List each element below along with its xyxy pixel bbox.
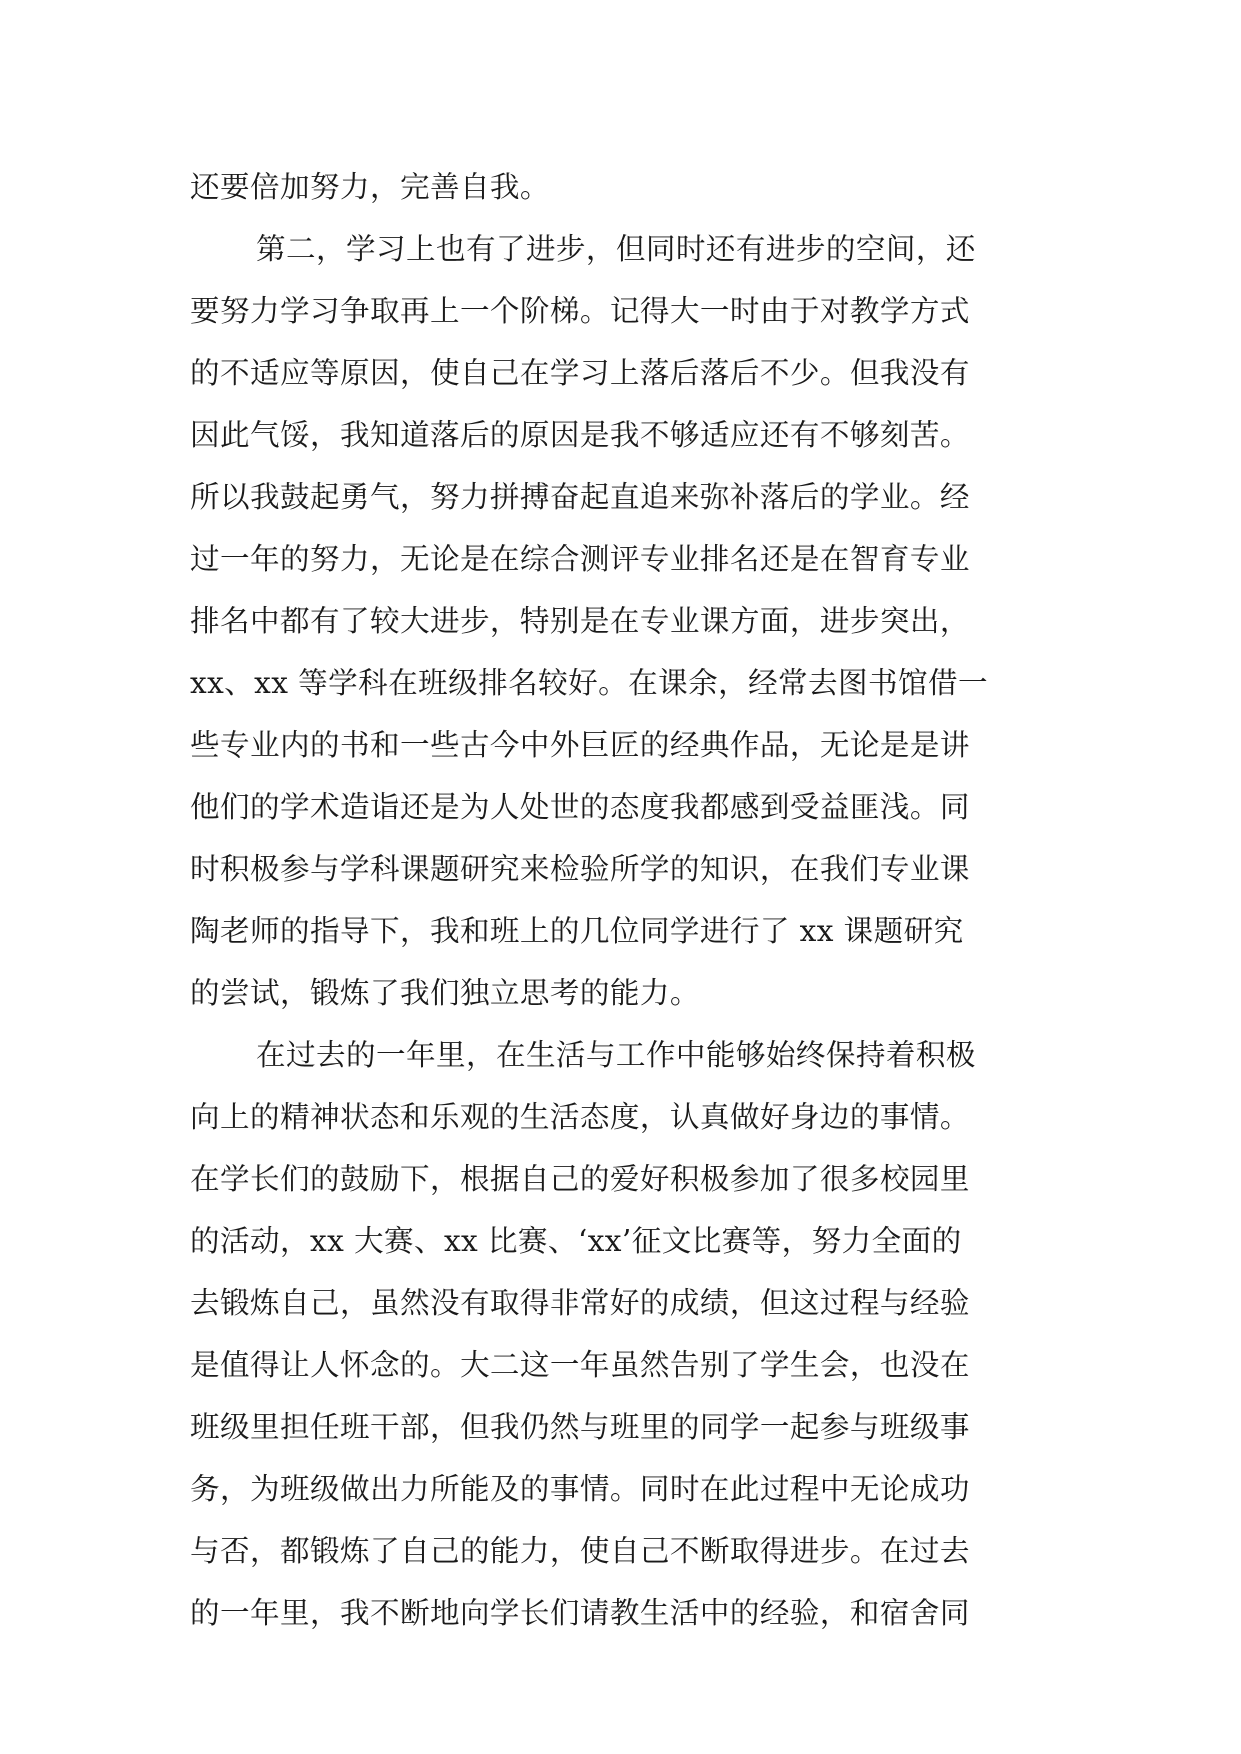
text-line: 是值得让人怀念的。大二这一年虽然告别了学生会，也没在	[190, 1348, 970, 1382]
text-line-paragraph-start: 第二，学习上也有了进步，但同时还有进步的空间，还	[256, 232, 976, 266]
text-line: xx、xx 等学科在班级排名较好。在课余，经常去图书馆借一	[190, 666, 989, 700]
text-line: 因此气馁，我知道落后的原因是我不够适应还有不够刻苦。	[190, 418, 970, 452]
text-line: 向上的精神状态和乐观的生活态度，认真做好身边的事情。	[190, 1100, 970, 1134]
text-line: 在学长们的鼓励下，根据自己的爱好积极参加了很多校园里	[190, 1162, 970, 1196]
text-line: 些专业内的书和一些古今中外巨匠的经典作品，无论是是讲	[190, 728, 970, 762]
text-line: 与否，都锻炼了自己的能力，使自己不断取得进步。在过去	[190, 1534, 970, 1568]
text-line: 所以我鼓起勇气，努力拼搏奋起直追来弥补落后的学业。经	[190, 480, 970, 514]
text-line: 的不适应等原因，使自己在学习上落后落后不少。但我没有	[190, 356, 970, 390]
text-line: 要努力学习争取再上一个阶梯。记得大一时由于对教学方式	[190, 294, 970, 328]
text-line: 的尝试，锻炼了我们独立思考的能力。	[190, 976, 700, 1010]
document-body	[190, 156, 1070, 1644]
text-line: 时积极参与学科课题研究来检验所学的知识，在我们专业课	[190, 852, 970, 886]
text-line: 他们的学术造诣还是为人处世的态度我都感到受益匪浅。同	[190, 790, 970, 824]
text-line: 去锻炼自己，虽然没有取得非常好的成绩，但这过程与经验	[190, 1286, 970, 1320]
text-line-paragraph-start: 在过去的一年里，在生活与工作中能够始终保持着积极	[256, 1038, 976, 1072]
text-line: 的一年里，我不断地向学长们请教生活中的经验，和宿舍同	[190, 1596, 970, 1630]
text-line: 排名中都有了较大进步，特别是在专业课方面，进步突出，	[190, 604, 970, 638]
text-line: 班级里担任班干部，但我仍然与班里的同学一起参与班级事	[190, 1410, 970, 1444]
text-line: 务，为班级做出力所能及的事情。同时在此过程中无论成功	[190, 1472, 970, 1506]
text-line: 陶老师的指导下，我和班上的几位同学进行了 xx 课题研究	[190, 914, 964, 948]
text-line: 过一年的努力，无论是在综合测评专业排名还是在智育专业	[190, 542, 970, 576]
text-line: 的活动，xx 大赛、xx 比赛、‘xx’征文比赛等，努力全面的	[190, 1224, 962, 1258]
text-line: 还要倍加努力，完善自我。	[190, 170, 550, 204]
